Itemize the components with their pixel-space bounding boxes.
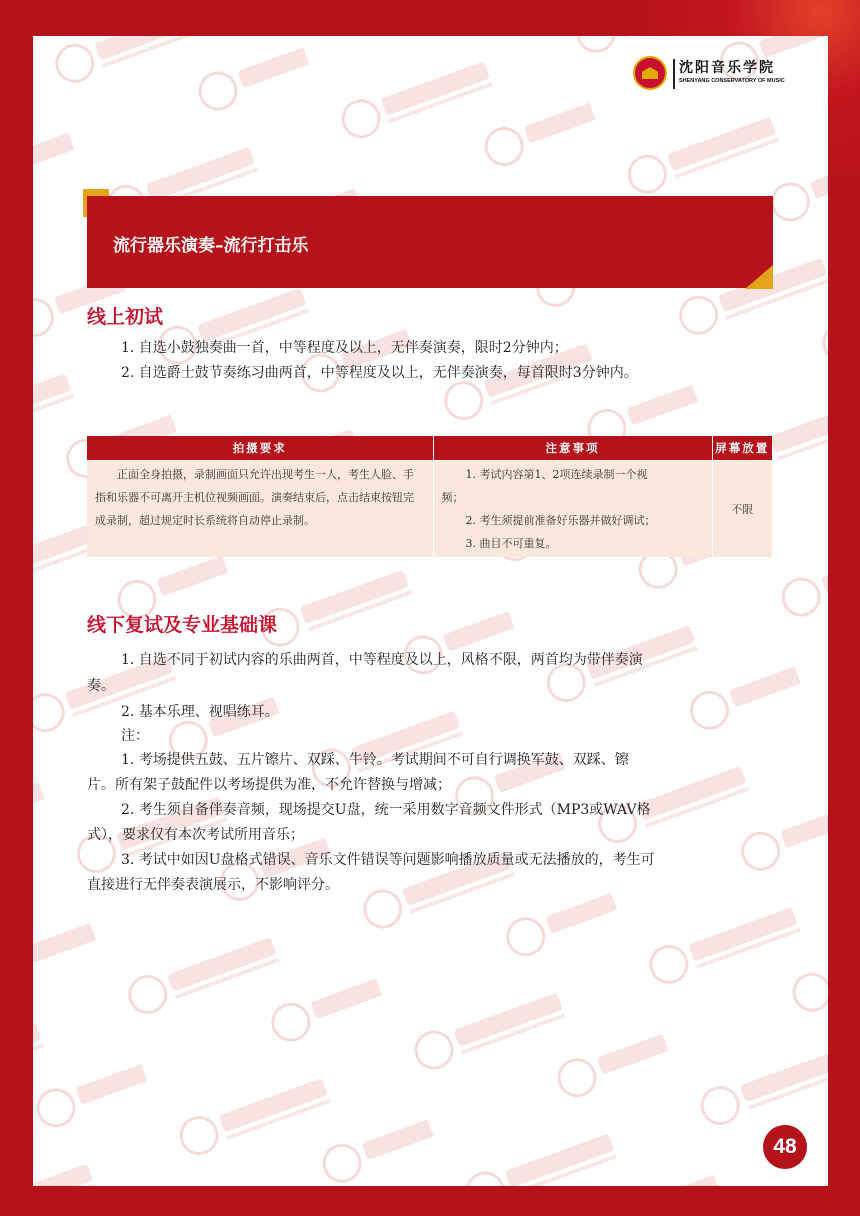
- section2-line-3: 2. 基本乐理、视唱练耳。: [121, 704, 279, 720]
- section1-title: 线上初试: [87, 306, 164, 328]
- table-cell-shooting: 正面全身拍摄，录制画面只允许出现考生一人，考生人脸、手指和乐器不可离开主机位视频画面。演奏结束后，点击结束按钮完成录制，超过规定时长系统将自动停止录制。: [87, 461, 433, 558]
- section1-item-2: 2. 自选爵士鼓节奏练习曲两首，中等程度及以上，无伴奏演奏，每首限时3分钟内。: [121, 365, 638, 381]
- section2-line-9: 3. 考试中如因U盘格式错误、音乐文件错误等问题影响播放质量或无法播放的，考生可: [121, 852, 655, 868]
- table-row: [87, 461, 772, 558]
- section2-line-4: 注：: [121, 728, 149, 744]
- table-header-notes: 注意事项: [433, 436, 712, 461]
- table-cell-screen: 不限: [712, 461, 772, 558]
- note-line-1: 1. 考试内容第1、2项连续录制一个视: [465, 468, 648, 481]
- emblem-icon: [633, 56, 667, 90]
- recording-requirements-table: [87, 436, 772, 557]
- logo-name-cn: 沈阳音乐学院: [679, 60, 775, 76]
- note-line-4: 3. 曲目不可重复。: [465, 537, 557, 550]
- document-page: [33, 36, 828, 1186]
- table-cell-notes: [433, 461, 712, 558]
- page-number: 48: [763, 1125, 807, 1169]
- logo-divider: [673, 59, 675, 89]
- banner-title: 流行器乐演奏–流行打击乐: [113, 236, 309, 256]
- note-line-2: 频；: [441, 491, 464, 504]
- section2-line-8: 式），要求仅有本次考试所用音乐；: [87, 827, 304, 843]
- table-header-row: [87, 436, 772, 461]
- section2-line-7: 2. 考生须自备伴奏音频，现场提交U盘，统一采用数字音频文件形式（MP3或WAV格: [121, 802, 651, 818]
- table-header-screen: 屏幕放置: [712, 436, 772, 461]
- section2-line-10: 直接进行无伴奏表演展示，不影响评分。: [87, 877, 339, 893]
- section2-title: 线下复试及专业基础课: [87, 614, 278, 636]
- section2-line-5: 1. 考场提供五鼓、五片镲片、双踩、牛铃。考试期间不可自行调换军鼓、双踩、镲: [121, 752, 629, 768]
- section2-line-6: 片。所有架子鼓配件以考场提供为准，不允许替换与增减；: [87, 777, 451, 793]
- note-line-3: 2. 考生须提前准备好乐器并做好调试；: [465, 514, 656, 527]
- section2-line-1: 1. 自选不同于初试内容的乐曲两首，中等程度及以上，风格不限，两首均为带伴奏演: [121, 652, 643, 668]
- school-logo: [633, 56, 803, 96]
- table-header-shooting: 拍摄要求: [87, 436, 433, 461]
- section1-item-1: 1. 自选小鼓独奏曲一首，中等程度及以上，无伴奏演奏，限时2分钟内；: [121, 340, 568, 356]
- section2-line-2: 奏。: [87, 678, 115, 694]
- logo-name-en: SHENYANG CONSERVATORY OF MUSIC: [679, 78, 785, 84]
